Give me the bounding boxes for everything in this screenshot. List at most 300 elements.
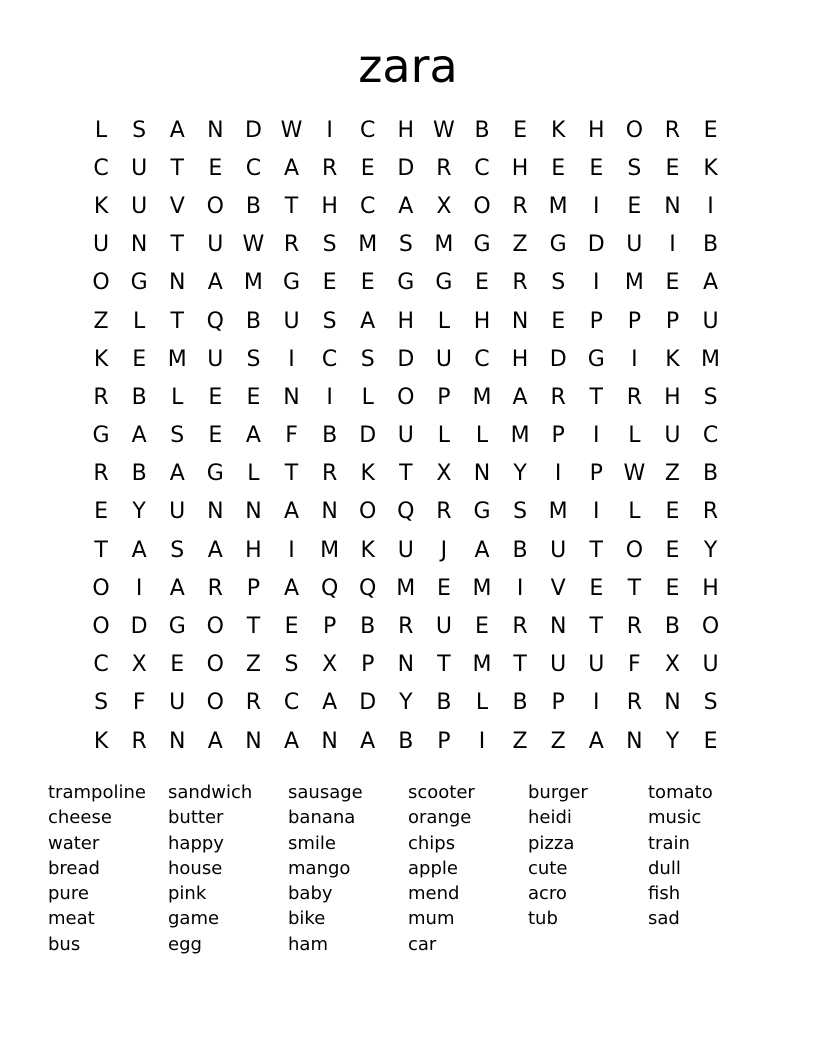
grid-letter: H — [245, 537, 262, 563]
grid-letter: N — [130, 232, 148, 258]
letter-grid — [82, 111, 730, 760]
grid-row — [82, 455, 730, 493]
grid-letter: M — [358, 232, 378, 258]
grid-letter: L — [437, 308, 451, 334]
grid-letter: U — [283, 308, 300, 334]
grid-letter: Y — [703, 537, 718, 563]
word-item: mum — [408, 908, 455, 930]
grid-letter: N — [664, 690, 681, 716]
grid-letter: E — [703, 728, 718, 754]
word-item: game — [168, 908, 220, 930]
grid-letter: S — [94, 690, 109, 716]
grid-letter: E — [360, 270, 375, 296]
grid-letter: Y — [132, 499, 146, 525]
grid-letter: N — [321, 728, 338, 754]
grid-letter: B — [131, 384, 147, 410]
grid-letter: R — [626, 614, 642, 640]
grid-letter: B — [398, 728, 414, 754]
word-item: bus — [48, 933, 81, 955]
grid-row — [82, 187, 730, 225]
word-item: cute — [528, 857, 568, 879]
grid-letter: A — [322, 690, 338, 716]
grid-letter: B — [436, 690, 452, 716]
grid-row — [82, 531, 730, 569]
grid-letter: N — [207, 499, 224, 525]
grid-letter: E — [665, 575, 680, 601]
grid-letter: S — [551, 270, 566, 296]
grid-letter: M — [624, 270, 644, 296]
grid-letter: X — [131, 652, 147, 678]
grid-letter: T — [513, 652, 527, 678]
grid-letter: A — [283, 499, 300, 525]
word-item: ham — [288, 933, 328, 955]
grid-letter: H — [702, 575, 719, 601]
grid-letter: U — [169, 690, 186, 716]
grid-letter: T — [246, 614, 261, 640]
grid-letter: N — [169, 270, 186, 296]
grid-letter: L — [437, 423, 451, 449]
grid-letter: Z — [512, 728, 528, 754]
grid-letter: Q — [206, 308, 224, 334]
grid-letter: M — [472, 384, 492, 410]
grid-letter: Y — [399, 690, 413, 716]
grid-letter: L — [247, 461, 260, 487]
grid-letter: T — [284, 193, 299, 219]
grid-row — [82, 493, 730, 531]
grid-letter: K — [665, 346, 680, 372]
grid-letter: T — [399, 461, 413, 487]
word-column — [648, 780, 768, 957]
grid-letter: E — [665, 499, 680, 525]
grid-letter: O — [701, 614, 720, 640]
grid-letter: L — [94, 117, 108, 143]
word-item: acro — [528, 883, 567, 905]
grid-row — [82, 569, 730, 607]
grid-letter: I — [326, 384, 333, 410]
grid-letter: P — [437, 384, 451, 410]
grid-letter: N — [549, 614, 567, 640]
grid-letter: P — [551, 423, 565, 449]
grid-letter: N — [207, 117, 224, 143]
grid-letter: F — [132, 690, 146, 716]
grid-letter: M — [548, 193, 568, 219]
grid-letter: G — [473, 232, 491, 258]
grid-row — [82, 417, 730, 455]
grid-letter: M — [243, 270, 263, 296]
grid-letter: E — [589, 575, 604, 601]
grid-letter: M — [510, 423, 530, 449]
grid-letter: B — [360, 614, 376, 640]
grid-letter: G — [435, 270, 453, 296]
grid-letter: I — [554, 461, 562, 487]
grid-letter: C — [245, 155, 262, 181]
grid-letter: P — [437, 728, 451, 754]
grid-letter: A — [360, 728, 376, 754]
grid-letter: M — [548, 499, 568, 525]
grid-letter: A — [360, 308, 376, 334]
grid-letter: M — [472, 652, 492, 678]
grid-letter: Z — [245, 652, 261, 678]
grid-letter: I — [593, 423, 600, 449]
grid-letter: S — [627, 155, 642, 181]
grid-letter: U — [550, 652, 567, 678]
grid-letter: R — [626, 384, 642, 410]
grid-row — [82, 378, 730, 416]
grid-letter: S — [170, 423, 185, 449]
grid-letter: R — [512, 270, 528, 296]
grid-letter: V — [550, 575, 566, 601]
grid-letter: U — [92, 232, 110, 258]
word-item: bread — [48, 857, 100, 879]
grid-letter: Q — [397, 499, 415, 525]
grid-letter: A — [207, 270, 223, 296]
grid-letter: T — [437, 652, 451, 678]
grid-letter: U — [397, 423, 414, 449]
grid-letter: T — [589, 537, 603, 563]
grid-letter: X — [664, 652, 680, 678]
grid-letter: K — [360, 537, 375, 563]
grid-letter: U — [169, 499, 186, 525]
grid-letter: B — [512, 537, 528, 563]
grid-letter: Z — [664, 461, 680, 487]
grid-letter: R — [512, 193, 528, 219]
grid-letter: O — [473, 193, 491, 219]
grid-letter: E — [665, 537, 680, 563]
grid-letter: K — [360, 461, 375, 487]
grid-letter: U — [435, 614, 452, 640]
grid-letter: B — [512, 690, 528, 716]
grid-letter: E — [360, 155, 375, 181]
grid-letter: O — [206, 652, 224, 678]
grid-letter: A — [283, 575, 300, 601]
grid-letter: T — [284, 461, 299, 487]
grid-letter: I — [593, 270, 600, 296]
grid-letter: Y — [513, 461, 527, 487]
grid-letter: E — [246, 384, 261, 410]
grid-letter: O — [359, 499, 377, 525]
grid-letter: G — [282, 270, 301, 296]
grid-row — [82, 226, 730, 264]
grid-letter: D — [549, 346, 567, 372]
grid-letter: T — [170, 155, 184, 181]
grid-letter: A — [283, 155, 300, 181]
grid-letter: V — [169, 193, 185, 219]
grid-letter: B — [703, 461, 719, 487]
grid-letter: E — [170, 652, 185, 678]
word-item: sausage — [288, 782, 363, 803]
grid-row — [82, 149, 730, 187]
grid-letter: P — [246, 575, 261, 601]
grid-letter: B — [245, 308, 261, 334]
grid-letter: G — [168, 614, 186, 640]
grid-letter: R — [207, 575, 223, 601]
grid-letter: I — [135, 575, 143, 601]
word-item: dull — [648, 857, 681, 879]
grid-letter: U — [702, 652, 719, 678]
grid-letter: N — [245, 499, 262, 525]
grid-letter: R — [512, 614, 528, 640]
grid-letter: F — [285, 423, 298, 449]
grid-letter: I — [593, 193, 600, 219]
grid-letter: S — [513, 499, 528, 525]
grid-letter: O — [206, 690, 224, 716]
grid-letter: A — [169, 575, 185, 601]
grid-letter: O — [92, 575, 110, 601]
grid-letter: S — [322, 232, 337, 258]
grid-letter: Q — [359, 575, 377, 601]
grid-letter: I — [593, 499, 600, 525]
grid-letter: M — [167, 346, 187, 372]
grid-letter: N — [511, 308, 529, 334]
grid-letter: U — [131, 193, 148, 219]
grid-letter: U — [131, 155, 148, 181]
grid-row — [82, 264, 730, 302]
word-item: orange — [408, 807, 472, 829]
grid-letter: G — [473, 499, 491, 525]
grid-letter: M — [396, 575, 416, 601]
grid-letter: R — [398, 614, 414, 640]
word-column — [48, 780, 168, 957]
grid-letter: E — [703, 117, 718, 143]
word-item: sad — [648, 908, 680, 930]
word-item: burger — [528, 782, 588, 803]
grid-letter: E — [208, 384, 223, 410]
grid-letter: N — [283, 384, 300, 410]
word-item: cheese — [48, 807, 112, 829]
grid-letter: O — [625, 537, 644, 563]
grid-letter: E — [322, 270, 337, 296]
grid-letter: N — [321, 499, 338, 525]
grid-letter: X — [322, 652, 338, 678]
word-item: butter — [168, 807, 224, 829]
grid-letter: I — [669, 232, 676, 258]
grid-letter: L — [133, 308, 146, 334]
grid-letter: E — [132, 346, 147, 372]
word-item: scooter — [408, 782, 475, 803]
grid-letter: E — [208, 155, 223, 181]
grid-letter: I — [593, 690, 600, 716]
word-item: pink — [168, 883, 207, 905]
grid-letter: U — [207, 232, 224, 258]
grid-letter: R — [436, 155, 452, 181]
grid-letter: B — [474, 117, 490, 143]
grid-letter: L — [475, 423, 489, 449]
grid-letter: M — [472, 575, 492, 601]
grid-letter: G — [130, 270, 148, 296]
grid-letter: R — [664, 117, 681, 143]
word-item: water — [48, 832, 100, 854]
grid-letter: D — [359, 690, 377, 716]
grid-letter: K — [93, 193, 109, 219]
word-item: tub — [528, 908, 558, 930]
grid-letter: H — [587, 117, 605, 143]
grid-letter: I — [288, 537, 295, 563]
word-item: car — [408, 933, 437, 955]
grid-letter: D — [359, 423, 377, 449]
grid-letter: W — [623, 461, 646, 487]
grid-letter: D — [397, 155, 415, 181]
grid-letter: E — [284, 614, 299, 640]
word-item: train — [648, 832, 690, 854]
word-column — [528, 780, 648, 957]
grid-letter: N — [626, 728, 643, 754]
grid-letter: K — [93, 346, 109, 372]
word-item: sandwich — [168, 782, 253, 803]
grid-letter: T — [627, 575, 642, 601]
grid-letter: H — [321, 193, 338, 219]
grid-letter: E — [627, 193, 642, 219]
grid-letter: I — [516, 575, 524, 601]
grid-letter: D — [244, 117, 262, 143]
grid-letter: S — [322, 308, 337, 334]
grid-letter: K — [550, 117, 566, 143]
grid-letter: D — [587, 232, 605, 258]
grid-letter: G — [587, 346, 605, 372]
grid-letter: L — [628, 499, 641, 525]
grid-letter: P — [551, 690, 565, 716]
grid-letter: R — [283, 232, 300, 258]
word-item: apple — [408, 857, 458, 879]
word-item: house — [168, 857, 223, 879]
grid-letter: O — [206, 614, 224, 640]
grid-letter: D — [397, 346, 415, 372]
word-item: mend — [408, 883, 460, 905]
grid-letter: L — [475, 690, 489, 716]
grid-letter: R — [93, 384, 109, 410]
grid-letter: T — [589, 614, 603, 640]
grid-letter: O — [397, 384, 415, 410]
grid-letter: B — [131, 461, 147, 487]
grid-letter: L — [628, 423, 641, 449]
grid-letter: O — [625, 117, 644, 143]
grid-letter: E — [436, 575, 451, 601]
word-item: mango — [288, 857, 351, 879]
grid-letter: S — [360, 346, 375, 372]
grid-letter: M — [701, 346, 721, 372]
grid-letter: E — [94, 499, 108, 525]
grid-letter: A — [169, 117, 185, 143]
grid-letter: H — [664, 384, 681, 410]
grid-letter: S — [703, 384, 718, 410]
grid-letter: C — [283, 690, 300, 716]
grid-letter: T — [170, 308, 184, 334]
grid-letter: G — [549, 232, 567, 258]
grid-letter: C — [321, 346, 338, 372]
grid-letter: J — [440, 537, 448, 563]
grid-letter: F — [628, 652, 641, 678]
word-item: chips — [408, 832, 456, 854]
grid-letter: P — [322, 614, 337, 640]
grid-letter: N — [473, 461, 491, 487]
grid-letter: W — [280, 117, 303, 143]
word-column — [288, 780, 408, 957]
grid-letter: B — [245, 193, 261, 219]
grid-letter: C — [360, 117, 376, 143]
grid-letter: N — [397, 652, 415, 678]
grid-letter: H — [397, 117, 415, 143]
grid-letter: Y — [665, 728, 680, 754]
grid-letter: P — [361, 652, 375, 678]
grid-letter: S — [170, 537, 185, 563]
grid-letter: Z — [93, 308, 109, 334]
grid-letter: U — [702, 308, 719, 334]
grid-letter: R — [702, 499, 719, 525]
grid-row — [82, 111, 730, 149]
grid-letter: R — [436, 499, 452, 525]
word-item: egg — [168, 933, 202, 955]
grid-letter: E — [665, 155, 680, 181]
grid-letter: R — [626, 690, 642, 716]
word-item: music — [648, 807, 702, 829]
word-item: happy — [168, 832, 224, 854]
grid-letter: S — [703, 690, 718, 716]
grid-letter: E — [551, 308, 566, 334]
grid-letter: Z — [550, 728, 566, 754]
grid-letter: T — [94, 537, 108, 563]
grid-row — [82, 722, 730, 760]
grid-letter: U — [550, 537, 567, 563]
grid-letter: T — [170, 232, 184, 258]
grid-letter: A — [131, 537, 147, 563]
word-item: pizza — [528, 832, 575, 854]
grid-letter: W — [242, 232, 265, 258]
grid-letter: I — [326, 117, 333, 143]
grid-letter: I — [707, 193, 714, 219]
word-column — [408, 780, 528, 957]
grid-letter: G — [92, 423, 110, 449]
grid-row — [82, 340, 730, 378]
grid-letter: C — [360, 193, 376, 219]
grid-letter: E — [513, 117, 528, 143]
word-item: heidi — [528, 807, 572, 829]
grid-row — [82, 302, 730, 340]
grid-letter: K — [93, 728, 109, 754]
grid-letter: C — [474, 346, 490, 372]
grid-letter: U — [588, 652, 605, 678]
word-item: meat — [48, 908, 95, 930]
word-column — [168, 780, 288, 957]
grid-row — [82, 607, 730, 645]
grid-letter: S — [246, 346, 261, 372]
grid-letter: R — [550, 384, 566, 410]
grid-letter: A — [207, 537, 223, 563]
grid-letter: P — [627, 308, 641, 334]
grid-letter: R — [321, 461, 338, 487]
grid-letter: G — [206, 461, 224, 487]
grid-letter: U — [435, 346, 452, 372]
grid-letter: N — [664, 193, 681, 219]
grid-letter: A — [283, 728, 300, 754]
word-item: trampoline — [48, 782, 146, 803]
grid-letter: O — [92, 614, 110, 640]
word-item: bike — [288, 908, 326, 930]
grid-letter: I — [631, 346, 638, 372]
grid-letter: S — [284, 652, 299, 678]
grid-letter: W — [433, 117, 455, 143]
word-item: pure — [48, 883, 89, 905]
grid-letter: K — [703, 155, 718, 181]
grid-letter: S — [398, 232, 413, 258]
grid-letter: T — [589, 384, 603, 410]
grid-letter: Z — [512, 232, 528, 258]
grid-letter: E — [475, 614, 489, 640]
grid-letter: E — [208, 423, 223, 449]
grid-letter: C — [474, 155, 490, 181]
grid-letter: C — [93, 652, 109, 678]
grid-letter: L — [361, 384, 374, 410]
grid-letter: H — [511, 155, 529, 181]
grid-letter: H — [397, 308, 415, 334]
